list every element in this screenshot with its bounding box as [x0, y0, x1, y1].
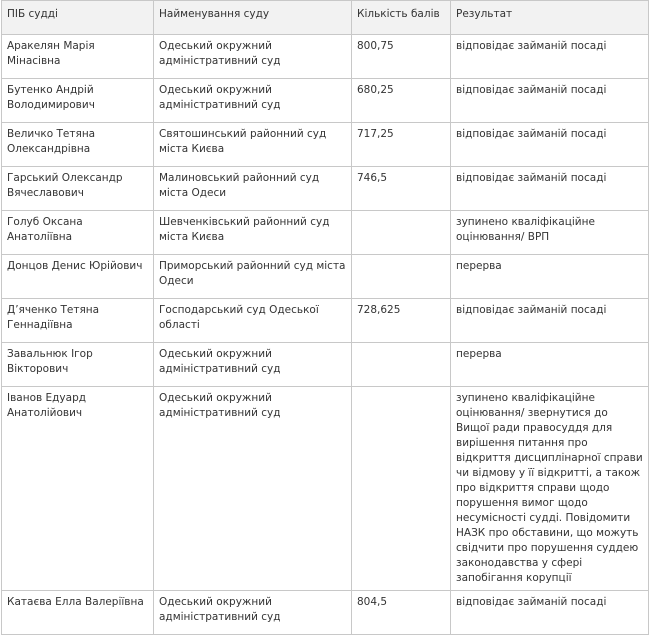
court-name: Приморський районний суд міста Одеси [154, 255, 352, 299]
score: 746,5 [352, 167, 451, 211]
judge-name: Завальнюк Ігор Вікторович [2, 343, 154, 387]
court-name: Одеський окружний адміністративний суд [154, 591, 352, 635]
court-name: Одеський окружний адміністративний суд [154, 79, 352, 123]
judges-results-table [1, 0, 649, 635]
score: 680,25 [352, 79, 451, 123]
table-row [2, 299, 649, 343]
judge-name: Д’яченко Тетяна Геннадіївна [2, 299, 154, 343]
judge-name: Донцов Денис Юрійович [2, 255, 154, 299]
judge-name: Катаєва Елла Валеріївна [2, 591, 154, 635]
score [352, 211, 451, 255]
score: 804,5 [352, 591, 451, 635]
court-name: Малиновський районний суд міста Одеси [154, 167, 352, 211]
court-name: Святошинський районний суд міста Києва [154, 123, 352, 167]
score [352, 387, 451, 591]
score [352, 255, 451, 299]
result: перерва [451, 343, 649, 387]
table-row [2, 79, 649, 123]
table-row [2, 167, 649, 211]
judge-name: Величко Тетяна Олександрівна [2, 123, 154, 167]
header-name: ПІБ судді [2, 1, 154, 35]
result: відповідає займаній посаді [451, 299, 649, 343]
result: відповідає займаній посаді [451, 167, 649, 211]
score [352, 343, 451, 387]
table-row [2, 123, 649, 167]
header-score: Кількість балів [352, 1, 451, 35]
table-row [2, 211, 649, 255]
score: 717,25 [352, 123, 451, 167]
header-court: Найменування суду [154, 1, 352, 35]
table-row [2, 591, 649, 635]
header-result: Результат [451, 1, 649, 35]
court-name: Одеський окружний адміністративний суд [154, 35, 352, 79]
score: 800,75 [352, 35, 451, 79]
table-row [2, 35, 649, 79]
judge-name: Бутенко Андрій Володимирович [2, 79, 154, 123]
court-name: Одеський окружний адміністративний суд [154, 387, 352, 591]
result: відповідає займаній посаді [451, 123, 649, 167]
table-row [2, 387, 649, 591]
judge-name: Аракелян Марія Мінасівна [2, 35, 154, 79]
court-name: Одеський окружний адміністративний суд [154, 343, 352, 387]
judge-name: Голуб Оксана Анатоліївна [2, 211, 154, 255]
table-row [2, 343, 649, 387]
result: відповідає займаній посаді [451, 35, 649, 79]
result: зупинено кваліфікаційне оцінювання/ звернутися до Вищої ради правосуддя для вирішення питання про відкриття дисциплінарної справи чи відмову у її відкритті, а також про відкриття справи щодо порушення вимог щодо несумісності судді. Повідомити НАЗК про обставини, що можуть свідчити про порушення суддею законодавства у сфері запобігання корупції [451, 387, 649, 591]
score: 728,625 [352, 299, 451, 343]
court-name: Шевченківський районний суд міста Києва [154, 211, 352, 255]
result: відповідає займаній посаді [451, 79, 649, 123]
result: зупинено кваліфікаційне оцінювання/ ВРП [451, 211, 649, 255]
result: відповідає займаній посаді [451, 591, 649, 635]
judge-name: Гарський Олександр Вячеславович [2, 167, 154, 211]
table-header-row [2, 1, 649, 35]
table-row [2, 255, 649, 299]
court-name: Господарський суд Одеської області [154, 299, 352, 343]
judge-name: Іванов Едуард Анатолійович [2, 387, 154, 591]
result: перерва [451, 255, 649, 299]
